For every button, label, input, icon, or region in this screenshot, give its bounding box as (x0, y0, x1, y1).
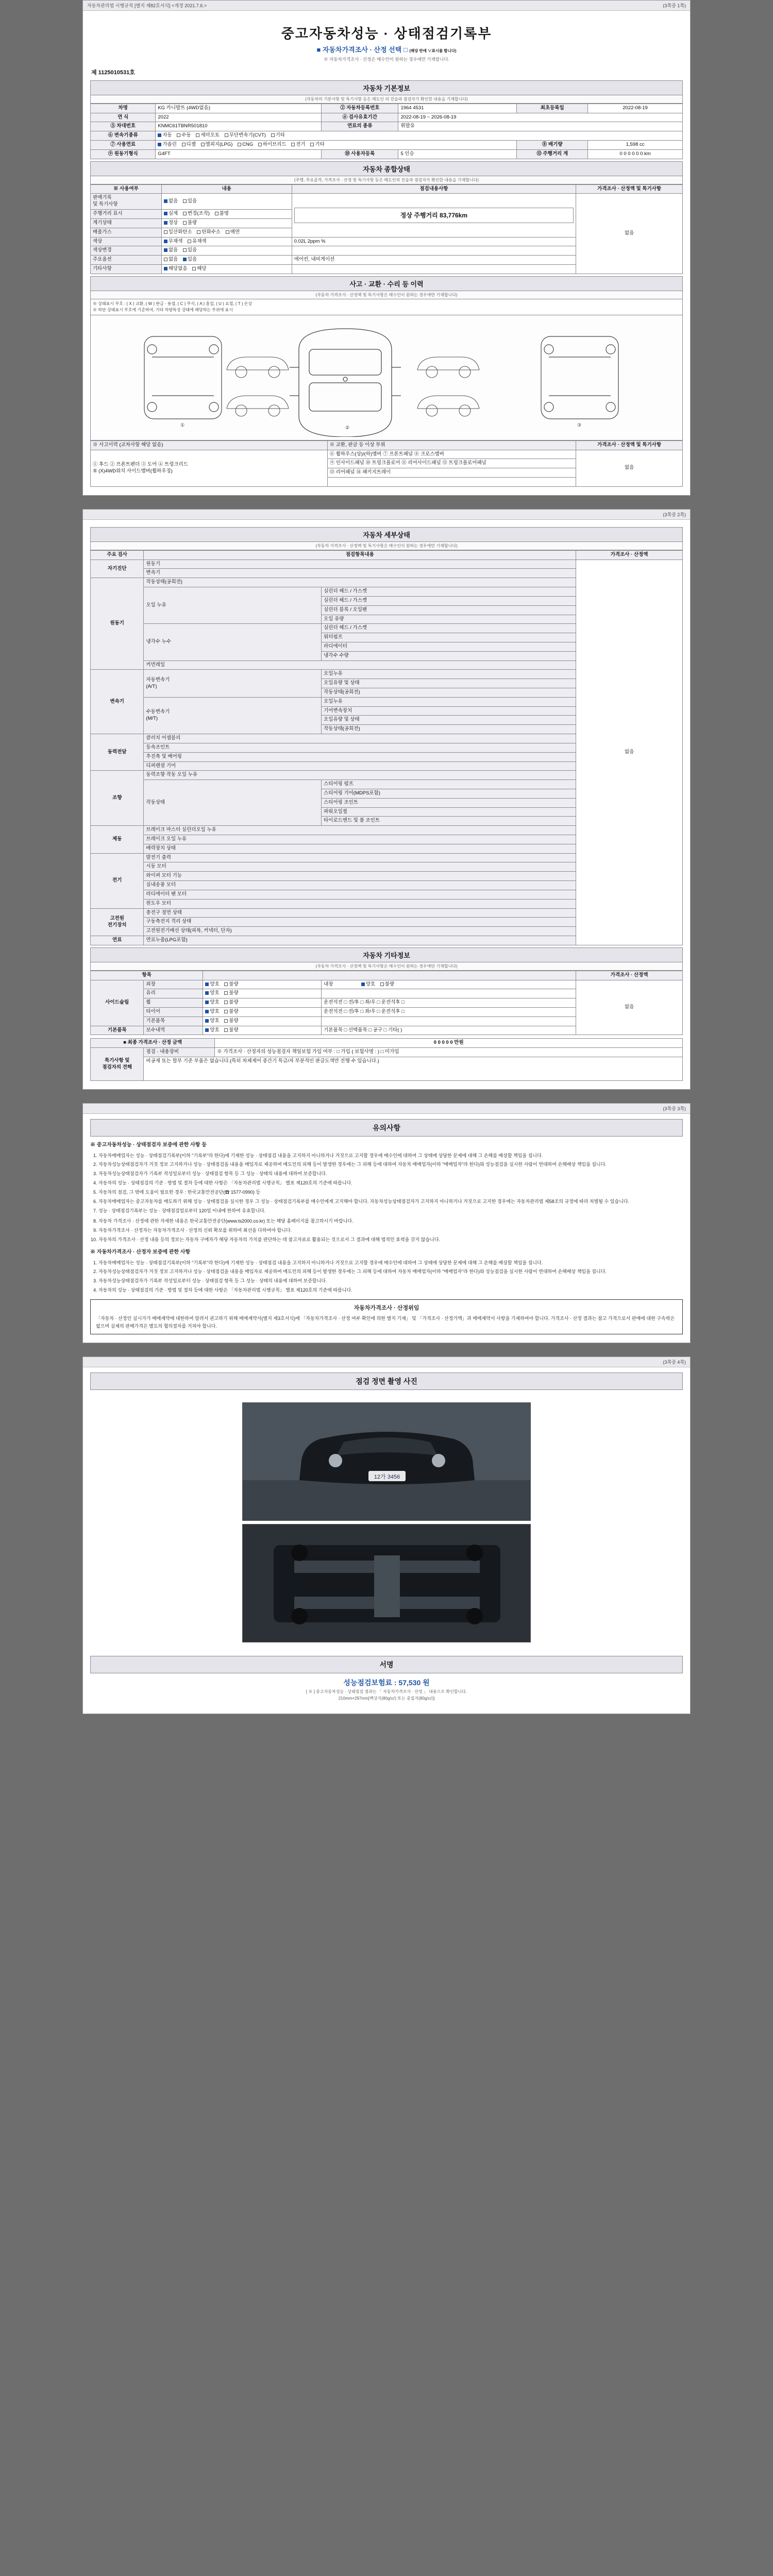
page-2 (82, 509, 691, 1090)
opt-wheel-ok[interactable]: 양호 (205, 999, 219, 1006)
section-basic-title: 자동차 기본정보 (90, 80, 683, 95)
group-self-diagnosis: 자기진단 (91, 560, 144, 578)
detail-emission (292, 237, 576, 246)
opt-semiauto[interactable]: 세미오토 (196, 132, 220, 139)
sub-mt: 수동변속기 (M/T) (144, 697, 322, 734)
summary-amount: 0 0 0 0 0 만원 (215, 1039, 683, 1048)
opt-other-trans[interactable]: 기타 (271, 132, 285, 139)
item-hv-wiring: 고전원전기배선 상태(피복, 커넥터, 단자) (144, 927, 576, 936)
mileage-meter-value: 0 0 0 0 0 0 km (588, 149, 683, 159)
notice-item: 4. 자동차의 성능 · 상태점검의 기준 · 방법 및 절차 등에 대한 사항은 「자동차관리법 시행규칙」 별표 제120호의 기준에 따릅니다. (98, 1179, 683, 1187)
opt-em-co[interactable]: 일산화탄소 (164, 229, 192, 236)
page3-left (87, 1105, 89, 1112)
item-radiator-fan: 라디에이터 팬 모터 (144, 890, 576, 899)
accident-history-label: ※ 사고이력 (교차사항 해당 없음) (91, 440, 328, 450)
detail-blank-1 (292, 246, 576, 256)
car-diagram-svg (129, 318, 644, 437)
etc-group-sideslip: 사이드슬립 (91, 980, 144, 1026)
etc-right-tire-pos: 운전석전 □ 전/후 □ 좌/우 □ 운전석후 □ (322, 1008, 576, 1017)
table-row (91, 450, 683, 459)
accident-symbol-legend: ※ 상태표시 부호 : ( X ) 교환, ( W ) 판금 · 용접, ( C ) 부식, ( A ) 흠집, ( U ) 요철, ( T ) 손상 (93, 301, 253, 306)
table-row (91, 141, 683, 150)
opt-opt-yes[interactable]: 있음 (183, 257, 197, 263)
notice-item: 10. 자동차의 가격조사 · 산정 내용 등의 정보는 자동차 구매자가 해당 자동차의 가치를 판단하는 데 참고자료로 활용되는 것으로서 그 결과에 대해 법적인 효력을 갖지 않습니다. (98, 1236, 683, 1244)
etc-table (90, 971, 683, 1036)
item-propeller-shaft: 추진축 및 베어링 (144, 752, 576, 761)
page-1 (82, 0, 691, 496)
item-differential: 디퍼렌셜 기어 (144, 761, 576, 771)
opt-hybrid[interactable]: 하이브리드 (258, 142, 287, 148)
page4-topbar (83, 1357, 690, 1367)
opt-etc-na[interactable]: 해당없음 (164, 266, 188, 273)
opt-diesel[interactable]: 디젤 (182, 142, 196, 148)
car-diagram (90, 315, 683, 440)
page-subtitle (90, 44, 683, 56)
svg-text:12가 3456: 12가 3456 (374, 1474, 400, 1481)
footer-note (90, 1689, 683, 1705)
section-overall-title: 자동차 종합상태 (90, 161, 683, 176)
etc-right-wheel-pos: 운전석전 □ 전/후 □ 좌/우 □ 운전석후 □ (322, 998, 576, 1008)
col-usage: ※ 사용여부 (91, 184, 162, 194)
accident-history-table (90, 440, 683, 487)
table-row (91, 131, 683, 141)
opt-odo-unknown[interactable]: 불명 (215, 211, 229, 217)
accident-legend-list (91, 450, 328, 486)
opt-glass-bad[interactable]: 불량 (224, 990, 238, 997)
subtitle-text: ■ 자동차가격조사 · 산정 선택 □ (316, 46, 408, 54)
table-row (91, 104, 683, 113)
section-detail-title: 자동차 세부상태 (90, 527, 683, 542)
item-transmission: 변속기 (144, 569, 576, 578)
mileage-display: 정상 주행거리 83,776km (294, 208, 574, 223)
opt-cng[interactable]: CNG (238, 142, 253, 148)
etc-opts-exterior (203, 980, 322, 989)
notice-body (90, 1141, 683, 1334)
legend-line-2: ⑤ (X)4WD위치 사이드멤버(휠하우징) (93, 468, 173, 474)
opt-int-bad[interactable]: 불량 (380, 981, 394, 988)
footer-line-1: [ ※ ] 중고자동차성능 · 상태점검 결과는 「 자동차가격조사 · 산정 」 내용으로 확인합니다. (306, 1689, 467, 1694)
form-legal-ref: 자동차관리법 시행규칙 [별지 제82호서식] <개정 2021.7.6.> (87, 3, 207, 8)
row-opts-etc (161, 264, 292, 274)
page1-topbar (83, 1, 690, 11)
opt-odo-real[interactable]: 실제 (164, 211, 178, 217)
etc-opts-glass (203, 989, 322, 998)
consent-body: 「자동차 · 산정인 실시가가 매매계약에 대한하여 알려서 권고하기 위해 매매계약서(별지 제3호서식)에 「자동차가격조사 · 산정 여부 확인에 의한 별지 기재」 및 「가격조사 · 산정가액」과 매매계약서 사항을 기재하여야 합니다. 가격조사 · 산정 결과는 참고 가격으로서 판매에 대한 구속력은 없으며 실제의 판매가격은 별도의 협의절차를 거쳐야 합니다. (96, 1316, 675, 1329)
section-etc-note: (자동차 가격조사 · 산정액 및 특기사항은 매수인이 원하는 경우에만 기재합니다) (90, 962, 683, 971)
engine-type-label: ⑨ 원동기형식 (91, 149, 156, 159)
frame-legend-2: ⑨ 인사이드패널 ⑩ 트렁크플로어 ⑪ 리어사이드패널 ⑫ 트렁크플로어패널 (327, 459, 576, 468)
section-accident-note: (자동차 가격조사 · 산정액 및 특기사항은 매수인이 원하는 경우에만 기재합니다) (90, 291, 683, 299)
table-row (91, 1048, 683, 1057)
etc-opts-basic (203, 1016, 322, 1026)
etc-col-state (203, 971, 576, 980)
opt-fuel-other[interactable]: 기타 (310, 142, 324, 148)
opt-odo-changed[interactable]: 변경(조작) (183, 211, 210, 217)
overall-table (90, 184, 683, 274)
row-label-sales: 판매기록 및 특기사항 (91, 194, 162, 210)
item-block-oilpan: 실린더 블록 / 오일팬 (322, 605, 576, 615)
notice-item: 7. 성능 · 상태점검기록부는 성능 · 상태점검일로부터 120일 이내에 한하여 유효합니다. (98, 1207, 683, 1215)
table-row (91, 1039, 683, 1048)
opt-gauge-bad[interactable]: 불량 (183, 220, 197, 227)
notice-item: 6. 자동차매매업자는 중고자동차를 매도하기 위해 성능 · 상태점검을 실시한 경우 그 성능 · 상태점검기록부를 매수인에게 고지해야 합니다. 자동차성능상태점검자가 고지하지 아니하거나 거짓으로 고지한 경우에는 자동차관리법 제58조의 규정에 따라 처벌될 수 있습니다. (98, 1198, 683, 1206)
fuel-label: 연료의 종류 (322, 122, 398, 131)
table-row (91, 980, 683, 989)
fuel-value: 휘발유 (398, 122, 683, 131)
notice-item: 5. 자동차의 점검, 그 밖에 도움이 필요한 경우 : 한국교통안전공단(☎ 1577-0990) 등 (98, 1189, 683, 1196)
opt-lpg[interactable]: 엘피지(LPG) (201, 142, 233, 148)
row-opts-formchange (161, 256, 292, 265)
signature-band: 서명 (90, 1656, 683, 1673)
item-head-gasket: 실린더 헤드 / 가스켓 (322, 596, 576, 605)
section-detail-note: (자동차 가격조사 · 산정액 및 특기사항은 매수인이 원하는 경우에만 기재합니다) (90, 542, 683, 550)
legend-line-1: ① 후드 ② 프론트펜더 ③ 도어 ④ 트렁크리드 (93, 461, 188, 467)
sub-oil-leak: 오일 누유 (144, 587, 322, 624)
year-value: 2022 (156, 113, 322, 122)
accident-legend-top (90, 299, 683, 315)
summary-title: ■ 최종 가격조사 · 산정 금액 (91, 1039, 215, 1048)
notice-item: 8. 자동차 가격조사 · 산정에 관한 자세한 내용은 한국교통안전공단(www.ts2000.co.kr) 또는 해당 홈페이지를 참고하시기 바랍니다. (98, 1217, 683, 1225)
summary-body: 비공제 또는 할부 기준 부품은 없습니다.(특히 차체제어 중간기 특급/자 부분적인 판금도색만 진행 수 있습니다.) (144, 1057, 683, 1081)
page-title: 중고자동차성능 · 상태점검기록부 (281, 26, 492, 41)
row-label-colorchange: 색상변경 (91, 246, 162, 256)
item-oil-level: 오일 유량 (322, 615, 576, 624)
item-at-leak: 오일누유 (322, 670, 576, 679)
detail-table (90, 550, 683, 945)
item-steering-gear: 스티어링 기어(MDPS포함) (322, 789, 576, 798)
transmission-label: ⑥ 변속기종류 (91, 131, 156, 141)
notice-item: 9. 자동차가격조사 · 산정자는 자동차가격조사 · 산정의 신뢰 확보를 위하여 최선을 다하여야 합니다. (98, 1227, 683, 1234)
table-row (91, 1057, 683, 1081)
table-row (91, 149, 683, 159)
opt-em-smoke[interactable]: 매연 (226, 229, 240, 236)
opt-basic-ok[interactable]: 양호 (205, 1018, 219, 1025)
notice-item: 2. 자동차성능상태점검자가 거짓 정보 고지하거나 성능 · 상태점검을 내용을 매입자로 제공하여 매도인의 피해 등이 발생한 경우에는 그 피해 등에 대하여 자동차 매매업자(이하 "매매업자"라 한다)와 성능점검을 실시한 사람이 연대하여 손해배상 책임을 집니다. (98, 1161, 683, 1168)
validity-value: 2022-08-19 ~ 2026-08-19 (398, 113, 683, 122)
vin-label: ⑤ 차대번호 (91, 122, 156, 131)
frame-legend-4 (327, 478, 576, 487)
accident-mark-note: ※ 하단 상태표시 부호에 기준하여, 기타 차량특성 상태에 해당하는 부위에 표시 (93, 307, 233, 312)
col-items: 점검항목내용 (144, 550, 576, 560)
transmission-options (156, 131, 683, 141)
table-row (91, 122, 683, 131)
page4-left (87, 1359, 89, 1365)
mileage-detail-cell (292, 194, 576, 237)
sub-coolant-leak: 냉각수 누수 (144, 624, 322, 660)
group-transmission: 변속기 (91, 670, 144, 734)
item-tie-rod: 타이로드엔드 및 볼 조인트 (322, 817, 576, 826)
etc-col-price: 가격조사 · 산정액 (576, 971, 683, 980)
opt-etc-yes[interactable]: 해당 (192, 266, 206, 273)
notice-item: 3. 자동차성능상태점검자가 기록부 작성일로부터 성능 · 상태점검 항목 등 그 성능 · 상태의 내용에 대하여 보증합니다. (98, 1277, 683, 1285)
first-reg-label: 최초등록일 (517, 104, 588, 113)
reg-number-value: 1964 4531 (398, 104, 517, 113)
vehicle-underbody-photo (242, 1524, 531, 1642)
detail-blank-2 (292, 264, 576, 274)
section-overall-note: (주행, 주요골격, 가격조사 · 산정 및 특기사항 등은 매도인의 진술과 점검자가 확인한 내용을 기재합니다) (90, 176, 683, 184)
col-remark: 가격조사 · 산정액 및 특기사항 (576, 184, 683, 194)
opt-gauge-ok[interactable]: 정상 (164, 220, 178, 227)
notice-item: 2. 자동차성능상태점검자가 거짓 정보 고지하거나 성능 · 상태점검을 내용을 매입자로 제공하여 매도인의 피해 등이 발생한 경우에는 그 피해 등에 대하여 자동차 매매업자(이하 "매매업자"라 한다)와 성능점검을 실시한 사람이 연대하여 손해배상 책임을 집니다. (98, 1268, 683, 1276)
opt-ext-bad[interactable]: 불량 (224, 981, 238, 988)
etc-label-repair: 보수내역 (144, 1026, 203, 1035)
etc-right-blank-1 (322, 989, 576, 998)
displacement-value: 1,598 cc (588, 141, 683, 150)
vin-value: KNMC61TBNR501810 (156, 122, 322, 131)
item-idle-state: 작동상태(공회전) (144, 578, 576, 587)
sub-steering-operation: 작동상태 (144, 780, 322, 826)
group-steering: 조향 (91, 771, 144, 826)
item-mt-gear: 기어변속장치 (322, 706, 576, 716)
item-wiper-motor: 와이퍼 모터 기능 (144, 872, 576, 881)
opt-sales-yes[interactable]: 있음 (183, 198, 197, 205)
price-survey-consent-box (90, 1299, 683, 1334)
notice-list-3 (90, 1259, 683, 1294)
opt-manual[interactable]: 수동 (177, 132, 191, 139)
section-etc-title: 자동차 기타정보 (90, 947, 683, 962)
row-opts-odometer (161, 210, 292, 219)
opt-int-ok[interactable]: 양호 (361, 981, 375, 988)
page-4 (82, 1357, 691, 1714)
page3-topbar (83, 1104, 690, 1114)
opt-auto[interactable]: 자동 (158, 132, 172, 139)
item-master-cylinder: 브레이크 마스터 실린더오일 누유 (144, 826, 576, 835)
notice-item: 4. 자동차의 성능 · 상태점검의 기준 · 방법 및 절차 등에 대한 사항은 「자동차관리법 시행규칙」 별표 제120호의 기준에 따릅니다. (98, 1286, 683, 1294)
vehicle-front-photo (242, 1402, 531, 1521)
mileage-meter-label: ⑫ 주행거리 계 (517, 149, 588, 159)
subtitle-note: (해당 란에 ∨표시를 합니다) (409, 48, 457, 53)
col-major: 주요 검사 (91, 550, 144, 560)
etc-label-glass: 유리 (144, 989, 203, 998)
car-name-label: 차명 (91, 104, 156, 113)
page-number-2: (3쪽중 2쪽) (663, 512, 686, 517)
summary-table (90, 1038, 683, 1081)
detail-remark-value: 없음 (576, 560, 683, 945)
etc-remark-value: 없음 (576, 980, 683, 1035)
engine-type-value: G4FT (156, 149, 322, 159)
sub-at: 자동변속기 (A/T) (144, 670, 322, 697)
table-row (91, 113, 683, 122)
item-coolant-level: 냉각수 수량 (322, 651, 576, 660)
reg-number-label: ② 자동차등록번호 (322, 104, 398, 113)
frame-legend-1: ⑥ 휠하우스(상)/(하)멤버 ⑦ 프론트패널 ⑧ 크로스멤버 (327, 450, 576, 459)
opt-ext-ok[interactable]: 양호 (205, 981, 219, 988)
item-battery-isolation: 구동축전지 격리 상태 (144, 918, 576, 927)
opt-cc-yes[interactable]: 있음 (183, 247, 197, 254)
col-price: 가격조사 · 산정액 (576, 550, 683, 560)
photo-gallery (90, 1394, 683, 1651)
row-opts-emission (161, 228, 292, 237)
basic-info-table (90, 104, 683, 159)
seat-label: ⑩ 사용자등록 (322, 149, 398, 159)
item-steering-joint: 스티어링 조인트 (322, 798, 576, 807)
notice-item: 3. 자동차성능상태점검자가 기록부 작성일로부터 성능 · 상태점검 항목 등 그 성능 · 상태의 내용에 대하여 보증합니다. (98, 1170, 683, 1178)
item-radiator: 라디에이터 (322, 642, 576, 651)
item-common-rail: 커먼레일 (144, 660, 576, 670)
item-mt-operation: 작동상태(공회전) (322, 725, 576, 734)
seat-value: 5 인승 (398, 149, 517, 159)
opt-cc-none[interactable]: 없음 (164, 247, 178, 254)
table-row (91, 560, 683, 569)
item-blower-motor: 실내송풍 모터 (144, 881, 576, 890)
opt-repair-ok[interactable]: 양호 (205, 1027, 219, 1034)
etc-label-exterior: 외장 (144, 980, 203, 989)
usefuel-label: ⑦ 사용연료 (91, 141, 156, 150)
opt-cvt[interactable]: 무단변속기(CVT) (225, 132, 266, 139)
group-engine: 원동기 (91, 578, 144, 670)
item-brake-oil-leak: 브레이크 오일 누유 (144, 835, 576, 844)
item-power-steering-leak: 동력조향 작동 오일 누유 (144, 771, 576, 780)
summary-insurance-label: 점검 · 내용장비 (144, 1048, 215, 1057)
year-label: 연 식 (91, 113, 156, 122)
item-at-level: 오일유량 및 상태 (322, 679, 576, 688)
group-fuel: 연료 (91, 936, 144, 945)
item-mt-leak: 오일누유 (322, 697, 576, 706)
item-cv-joint: 등속조인트 (144, 743, 576, 752)
row-label-emission: 배출가스 (91, 228, 162, 237)
etc-label-basic-items: 기본품목 (144, 1016, 203, 1026)
opt-gasoline[interactable]: 가솔린 (158, 142, 177, 148)
item-steering-pump: 스티어링 펌프 (322, 780, 576, 789)
table-row (91, 194, 683, 210)
etc-opts-repair (203, 1026, 322, 1035)
page-number-3: (3쪽중 3쪽) (663, 1106, 686, 1112)
opt-sales-none[interactable]: 없음 (164, 198, 178, 205)
section-accident-title: 사고 · 교환 · 수리 등 이력 (90, 276, 683, 291)
item-engine: 원동기 (144, 560, 576, 569)
opt-tire-bad[interactable]: 불량 (224, 1009, 238, 1015)
etc-right-repair-items: 기본품목 □ 선택품목 □ 공구 □ 기타( ) (322, 1026, 576, 1035)
car-name-value: KG 카니발트 (4WD없음) (156, 104, 322, 113)
row-opts-colorchange (161, 246, 292, 256)
item-power-oil-seal: 파워오일씰 (322, 807, 576, 817)
group-hv-electric: 고전원 전기장치 (91, 908, 144, 936)
etc-right-blank-2 (322, 1016, 576, 1026)
item-alternator: 발전기 출력 (144, 853, 576, 862)
summary-left-label: 특기사항 및 점검자의 견해 (91, 1048, 144, 1081)
displacement-label: ⑧ 배기량 (517, 141, 588, 150)
under-photo-svg (243, 1524, 531, 1642)
svg-text:①: ① (180, 422, 185, 428)
inspection-fee: 성능점검보험료 : 57,530 원 (343, 1679, 430, 1687)
item-water-pump: 워터펌프 (322, 633, 576, 642)
notice-list-2 (90, 1217, 683, 1244)
etc-group-repair: 기본품목 (91, 1026, 144, 1035)
footer-line-2: 210mm×297mm[백상지(80g/㎡) 또는 중질지(80g/㎡)] (338, 1696, 435, 1701)
svg-text:③: ③ (577, 422, 582, 428)
page-note: ※ 자동차가격조사 · 산정은 매수인이 원하는 경우에만 기재합니다. (324, 57, 449, 62)
row-opts-gauge (161, 218, 292, 228)
summary-insurance-note: ※ 가격조사 · 산정자의 성능점검자 책임보험 가입 여부 : □ 가입 ( 보험사명 : ) □ 미가입 (215, 1048, 683, 1057)
page-number-4: (3쪽중 4쪽) (663, 1360, 686, 1365)
serial-number: 제 1125010531호 (91, 69, 135, 76)
item-charge-port: 충전구 절연 상태 (144, 908, 576, 918)
emission-values: 0.02L 2ppm % (294, 238, 326, 244)
etc-right-interior: 내장 양호 불량 (322, 980, 576, 989)
row-label-formchange: 주요옵션 (91, 256, 162, 265)
row-label-odometer: 주행거리 표시 (91, 210, 162, 219)
table-header-row (91, 971, 683, 980)
opt-basic-bad[interactable]: 불량 (224, 1018, 238, 1025)
item-at-operation: 작동상태(공회전) (322, 688, 576, 698)
item-booster: 배력장치 상태 (144, 844, 576, 853)
notice-list-1 (90, 1152, 683, 1215)
group-electric: 전기 (91, 853, 144, 908)
table-row (91, 440, 683, 450)
notice-sec1-title: ※ 중고자동차성능 · 상태점검자 보증에 관한 사항 등 (90, 1142, 207, 1148)
consent-title: 자동차가격조사 · 산정위임 (354, 1304, 419, 1311)
opt-tire-ok[interactable]: 양호 (205, 1009, 219, 1015)
item-fuel-leak: 연료누출(LPG포함) (144, 936, 576, 945)
opt-ev[interactable]: 전기 (291, 142, 305, 148)
notice-title: 유의사항 (90, 1119, 683, 1137)
group-brake: 제동 (91, 826, 144, 853)
accident-remark-value: 없음 (576, 450, 683, 486)
frame-repair-label: ※ 교환, 판금 등 이상 부위 (327, 440, 576, 450)
usefuel-options (156, 141, 517, 150)
col-detail: 점검내용사항 (292, 184, 576, 194)
col-content: 내용 (161, 184, 292, 194)
item-coolant-head: 실린더 헤드 / 가스켓 (322, 624, 576, 633)
overall-remark: 없음 (576, 194, 683, 274)
validity-label: ④ 검사유효기간 (322, 113, 398, 122)
row-label-etc: 기타사항 (91, 264, 162, 274)
item-starter-motor: 시동 모터 (144, 862, 576, 872)
item-window-motor: 윈도우 모터 (144, 899, 576, 908)
notice-item: 1. 자동차매매업자는 성능 · 상태점검기록부(이하 "기록부"라 한다)에 기재한 성능 · 상태점검 내용을 고지하지 아니하거나 거짓으로 고지할 경우에 매수인에 대하여 그 상태에 상당한 문제에 대해 그 손해를 배상할 책임을 집니다. (98, 1259, 683, 1267)
etc-label-tire: 타이어 (144, 1008, 203, 1017)
row-label-color: 색상 (91, 237, 162, 246)
accident-remark-label: 가격조사 · 산정액 및 특기사항 (576, 440, 683, 450)
row-opts-sales (161, 194, 292, 210)
page-3 (82, 1103, 691, 1343)
etc-col-item: 항목 (91, 971, 203, 980)
section-basic-note: (자동차의 기본사항 및 특기사항 등은 매도인 의 진술과 점검자가 확인한 내용을 기재합니다) (90, 95, 683, 104)
etc-opts-tire (203, 1008, 322, 1017)
opt-glass-ok[interactable]: 양호 (205, 990, 219, 997)
etc-label-wheel: 휠 (144, 998, 203, 1008)
notice-item: 1. 자동차매매업자는 성능 · 상태점검기록부(이하 "기록부"라 한다)에 기재한 성능 · 상태점검 내용을 고지하지 아니하거나 거짓으로 고지할 경우에 매수인에 대하여 그 상태에 상당한 문제에 대해 그 손해를 배상할 책임을 집니다. (98, 1152, 683, 1160)
first-reg-value: 2022-08-19 (588, 104, 683, 113)
page-number-1: (3쪽중 1쪽) (663, 3, 686, 8)
table-header-row (91, 184, 683, 194)
frame-legend-3: ⑬ 리어패널 ⑭ 패키지트레이 (327, 468, 576, 478)
opt-em-hc[interactable]: 탄화수소 (197, 229, 221, 236)
photo-section-title: 점검 정면 촬영 사진 (90, 1372, 683, 1390)
etc-opts-wheel (203, 998, 322, 1008)
opt-opt-none[interactable]: 없음 (164, 257, 178, 263)
page2-topbar (83, 510, 690, 520)
detail-options: 에어컨, 내비게이션 (292, 256, 576, 265)
item-rocker-cover: 실린더 헤드 / 가스켓 (322, 587, 576, 597)
item-clutch: 클러치 어셈블리 (144, 734, 576, 743)
opt-color-mono[interactable]: 무채색 (164, 239, 183, 245)
opt-wheel-bad[interactable]: 불량 (224, 999, 238, 1006)
row-opts-color (161, 237, 292, 246)
notice-sec2-title: ※ 자동차가격조사 · 산정자 보증에 관한 사항 (90, 1249, 191, 1255)
item-mt-level: 오일유량 및 상태 (322, 716, 576, 725)
page2-left (87, 511, 89, 518)
opt-color-chroma[interactable]: 유채색 (188, 239, 207, 245)
opt-repair-bad[interactable]: 불량 (224, 1027, 238, 1034)
front-photo-svg (243, 1403, 531, 1521)
svg-text:②: ② (345, 425, 350, 430)
row-label-gauge: 계기상태 (91, 218, 162, 228)
group-powertrain: 동력전달 (91, 734, 144, 771)
table-header-row (91, 550, 683, 560)
